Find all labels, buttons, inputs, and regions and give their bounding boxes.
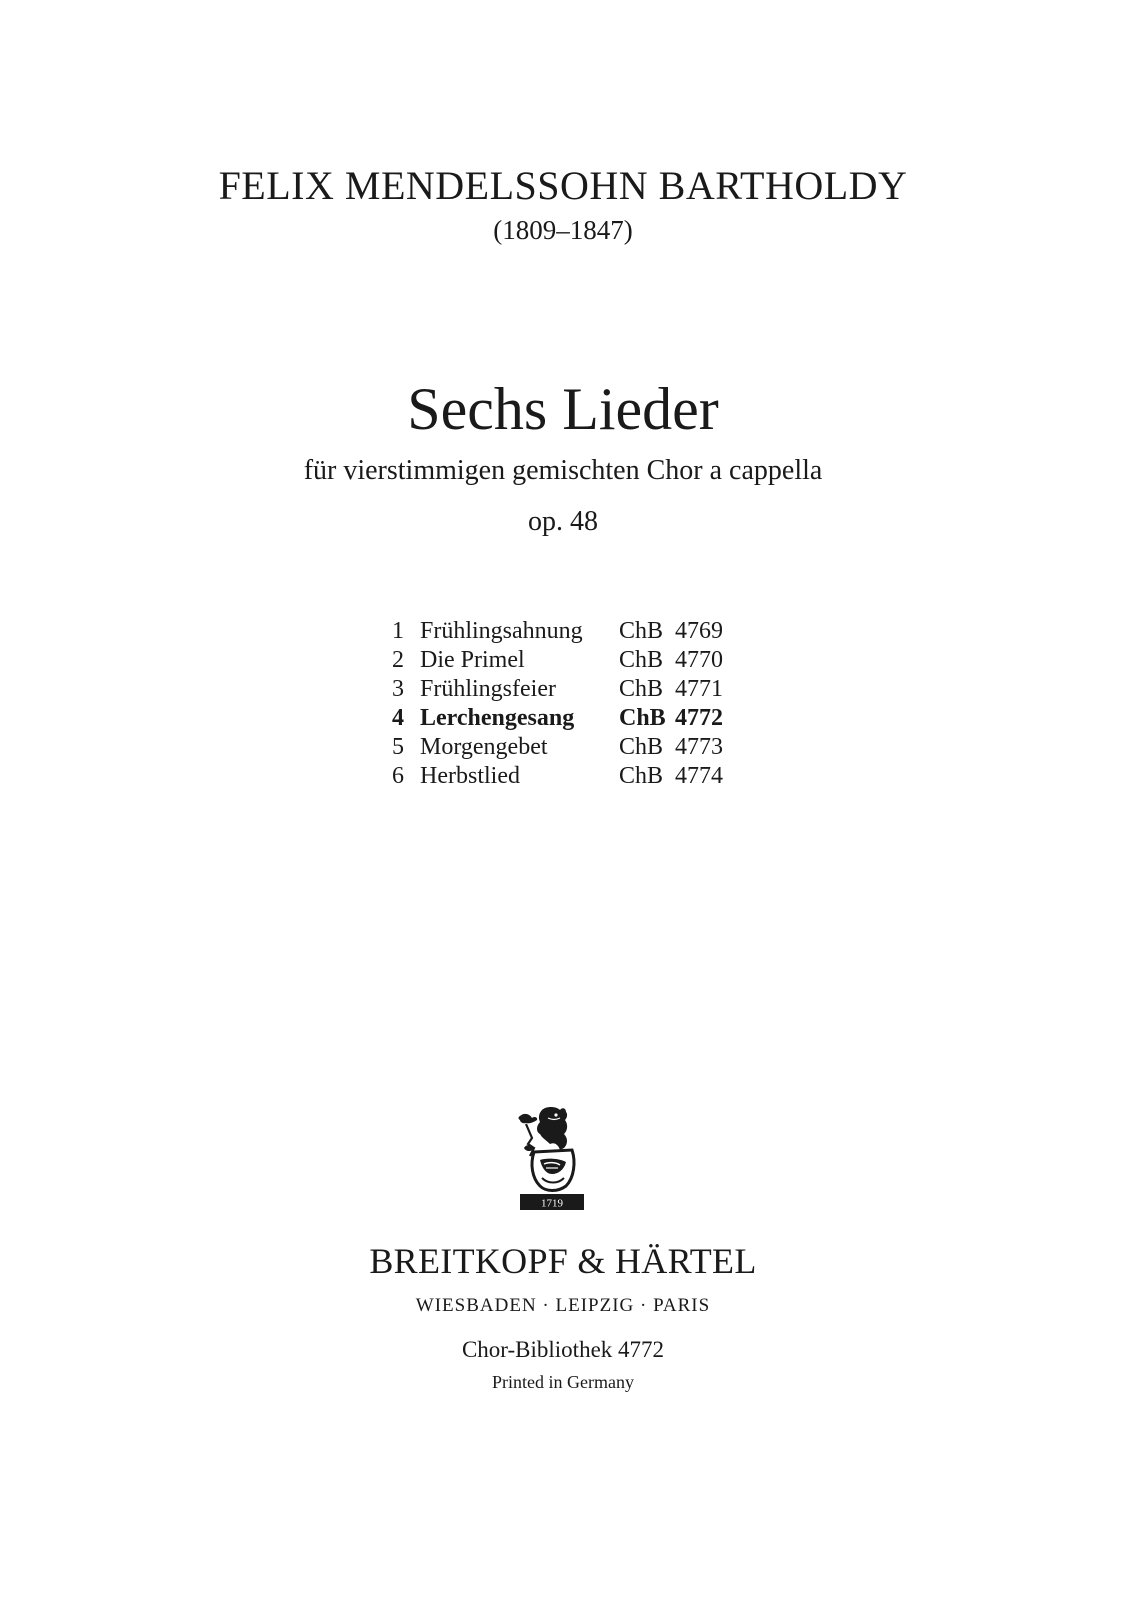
bear-shield-emblem-icon [512, 1104, 592, 1214]
song-catalog-number: 4774 [675, 763, 723, 789]
work-title: Sechs Lieder [407, 376, 719, 442]
song-row-1 [392, 617, 752, 646]
song-number: 1 [392, 618, 404, 644]
printed-note: Printed in Germany [492, 1372, 634, 1392]
publisher-cities: WIESBADEN · LEIPZIG · PARIS [415, 1295, 711, 1316]
song-catalog-number: 4773 [675, 734, 723, 760]
song-catalog-number: 4771 [675, 676, 723, 702]
composer-name: FELIX MENDELSSOHN BARTHOLDY [218, 163, 908, 208]
song-title: Frühlingsfeier [420, 676, 556, 702]
song-catalog-number: 4770 [675, 647, 723, 673]
song-number: 5 [392, 734, 404, 760]
song-catalog-prefix: ChB [619, 763, 664, 789]
song-row-3 [392, 675, 752, 704]
song-list [392, 617, 752, 791]
song-number: 2 [392, 647, 404, 673]
song-title: Die Primel [420, 647, 525, 673]
song-catalog-number: 4769 [675, 618, 723, 644]
song-row-4 [392, 704, 752, 733]
song-catalog-prefix: ChB [619, 705, 666, 731]
song-catalog-number: 4772 [675, 705, 723, 731]
catalog-number: Chor-Bibliothek 4772 [461, 1337, 665, 1362]
song-catalog-prefix: ChB [619, 647, 664, 673]
song-title: Lerchengesang [420, 705, 575, 731]
song-number: 3 [392, 676, 404, 702]
song-number: 6 [392, 763, 404, 789]
song-number: 4 [392, 705, 404, 731]
song-title: Herbstlied [420, 763, 520, 789]
song-row-2 [392, 646, 752, 675]
song-catalog-prefix: ChB [619, 676, 664, 702]
composer-dates: (1809–1847) [493, 215, 633, 245]
song-row-6 [392, 762, 752, 791]
song-title: Frühlingsahnung [420, 618, 583, 644]
publisher-name: BREITKOPF & HÄRTEL [369, 1241, 757, 1281]
song-title: Morgengebet [420, 734, 548, 760]
logo-year: 1719 [541, 1197, 563, 1210]
work-opus: op. 48 [528, 506, 598, 537]
song-catalog-prefix: ChB [619, 618, 664, 644]
work-subtitle: für vierstimmigen gemischten Chor a cappella [303, 455, 823, 486]
song-row-5 [392, 733, 752, 762]
song-catalog-prefix: ChB [619, 734, 664, 760]
